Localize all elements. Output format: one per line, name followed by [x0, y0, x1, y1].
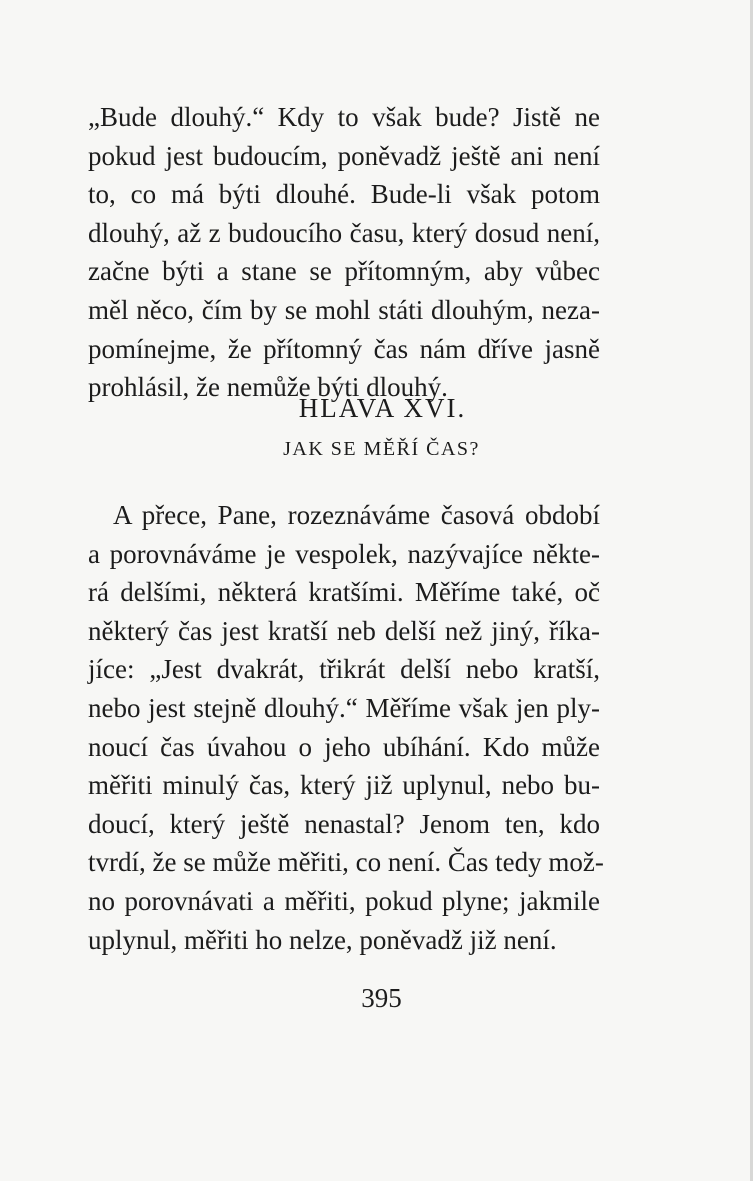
text-line: „Bude dlouhý.“ Kdy to však bude? Jistě ne	[88, 102, 600, 132]
text-line: pokud jest budoucím, poněvadž ještě ani není	[88, 140, 600, 171]
text-line: některý čas jest kratší neb delší než jiný, říka-	[88, 615, 600, 646]
text-line: dlouhý, až z budoucího času, který dosud není,	[88, 217, 600, 248]
paragraph-1	[88, 98, 600, 407]
text-line: rá delšími, některá kratšími. Měříme také, oč	[88, 577, 600, 608]
text-line: měl něco, čím by se mohl státi dlouhým, neza-	[88, 294, 600, 325]
text-line: prohlásil, že nemůže býti dlouhý.	[88, 372, 448, 403]
text-line: nebo jest stejně dlouhý.“ Měříme však jen ply-	[88, 692, 600, 723]
chapter-subtitle: JAK SE MĚŘÍ ČAS?	[283, 438, 480, 460]
page-number: 395	[361, 983, 402, 1013]
text-line: začne býti a stane se přítomným, aby vůbec	[88, 256, 600, 287]
text-line: noucí čas úvahou o jeho ubíhání. Kdo může	[88, 731, 600, 762]
text-line: doucí, který ještě nenastal? Jenom ten, kdo	[88, 808, 600, 839]
text-line: měřiti minulý čas, který již uplynul, nebo bu-	[88, 770, 600, 801]
text-line: to, co má býti dlouhé. Bude-li však potom	[88, 179, 600, 210]
text-line: A přece, Pane, rozeznáváme časová období	[113, 500, 600, 530]
text-line: pomínejme, že přítomný čas nám dříve jasně	[88, 333, 600, 364]
chapter-title: HLAVA XVI.	[298, 393, 467, 423]
text-line: a porovnáváme je vespolek, nazývajíce někte-	[88, 538, 600, 569]
text-line: jíce: „Jest dvakrát, třikrát delší nebo kratší,	[88, 654, 600, 685]
paragraph-2	[88, 496, 604, 959]
text-line: no porovnávati a měřiti, pokud plyne; jakmile	[88, 885, 600, 916]
text-line: tvrdí, že se může měřiti, co není. Čas tedy mož-	[88, 847, 604, 878]
text-line: uplynul, měřiti ho nelze, poněvadž již není.	[88, 924, 557, 955]
